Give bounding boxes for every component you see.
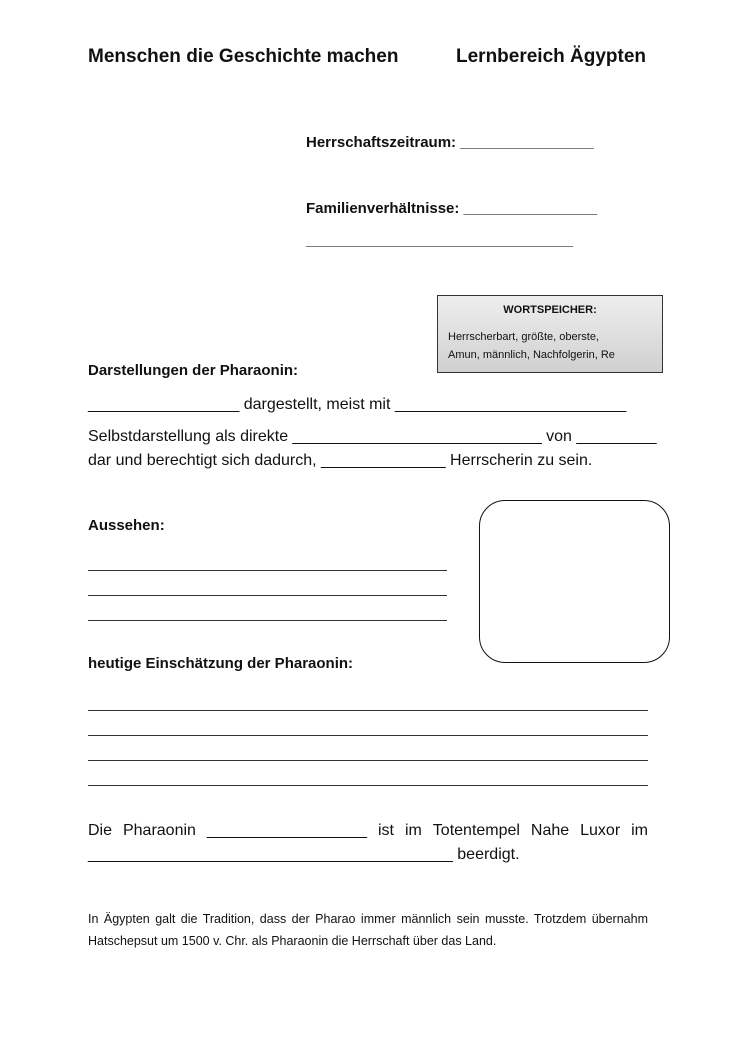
einschaetzung-writing-line <box>88 785 648 786</box>
einschaetzung-writing-line <box>88 760 648 761</box>
bestattung-word: Luxor <box>580 822 621 839</box>
darstellungen-heading: Darstellungen der Pharaonin: <box>88 362 299 379</box>
einschaetzung-heading: heutige Einschätzung der Pharaonin: <box>88 655 354 672</box>
aussehen-writing-line <box>88 595 447 596</box>
header-left-title: Menschen die Geschichte machen <box>88 46 399 67</box>
wortspeicher-box <box>437 295 663 373</box>
info-paragraph: In Ägypten galt die Tradition, dass der Pharao immer männlich sein musste. Trotzdem übernahm Hatschepsut um 1500 v. Chr. als Pharaonin die Herrschaft über das Land. <box>88 912 648 948</box>
bestattung-word: Nahe <box>530 822 570 839</box>
familienverhaeltnisse-field: Familienverhältnisse: ________________ <box>306 200 598 217</box>
bestattung-word: im <box>404 822 422 839</box>
bestattung-blank: __________________ <box>206 822 368 839</box>
herrschaftszeitraum-field: Herrschaftszeitraum: ________________ <box>306 134 594 151</box>
aussehen-writing-line <box>88 570 447 571</box>
bestattung-word: ist <box>378 822 394 839</box>
bestattung-line-2: _________________________________________ beerdigt. <box>88 846 520 863</box>
darstellungen-line-2: Selbstdarstellung als direkte ____________________________ von _________ <box>88 428 657 445</box>
darstellungen-line-1: _________________ dargestellt, meist mit __________________________ <box>88 396 627 413</box>
wortspeicher-line-2: Amun, männlich, Nachfolgerin, Re <box>448 349 615 361</box>
einschaetzung-writing-line <box>88 735 648 736</box>
einschaetzung-writing-line <box>88 710 648 711</box>
aussehen-writing-line <box>88 620 447 621</box>
bestattung-word: Pharaonin <box>122 822 196 839</box>
bestattung-word: Totentempel <box>432 822 520 839</box>
aussehen-heading: Aussehen: <box>88 517 165 534</box>
header-right-title: Lernbereich Ägypten <box>456 46 647 67</box>
bestattung-word: im <box>631 822 648 839</box>
wortspeicher-line-1: Herrscherbart, größte, oberste, <box>448 331 600 343</box>
familienverhaeltnisse-extra-line: ________________________________ <box>306 232 573 249</box>
darstellungen-line-3: dar und berechtigt sich dadurch, ______________ Herrscherin zu sein. <box>88 452 593 469</box>
bestattung-word: Die <box>88 822 113 839</box>
bestattung-line-1 <box>88 822 648 840</box>
picture-frame <box>479 500 670 663</box>
wortspeicher-title: WORTSPEICHER: <box>503 304 597 316</box>
